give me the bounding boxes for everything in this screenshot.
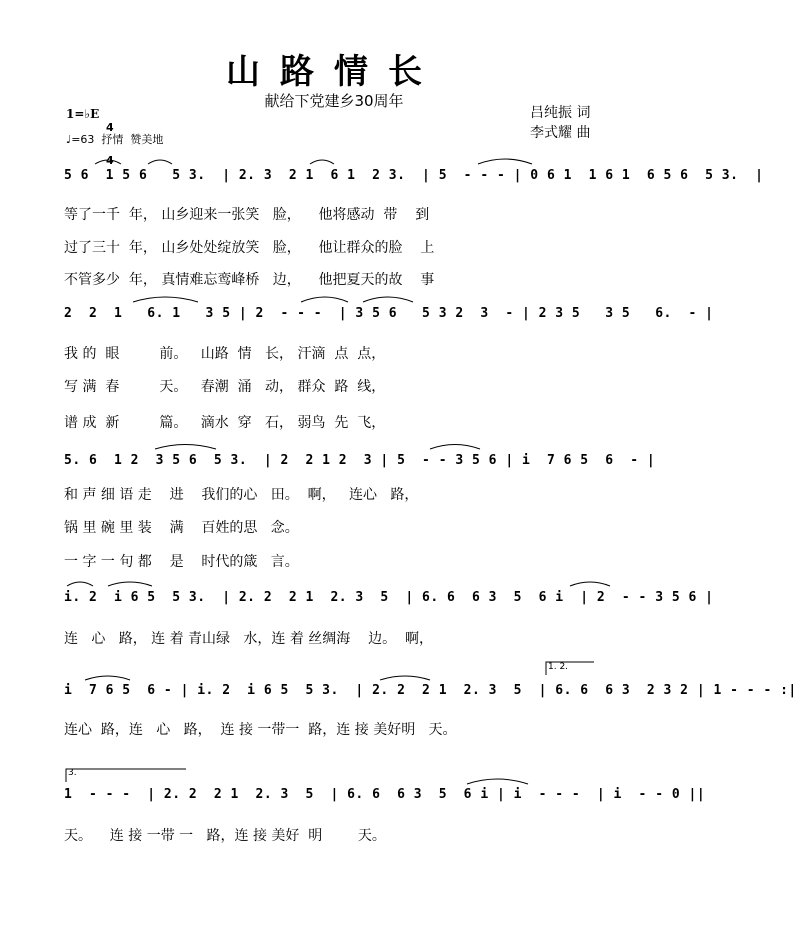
system-2-lyric-verse-1: 我 的 眼 前。 山路 情 长， 汗滴 点 点， [64,346,386,362]
system-5-notes: i 7 6 5 6 - | i. 2 i 6 5 5 3. | 2. 2 2 1 2. 3 5 | 6. 6 6 3 2 3 2 | 1 - - - :| [64,683,797,698]
tie-arc [380,676,430,680]
tie-arc [67,582,93,586]
tie-arc [133,297,198,302]
system-4-lyric: 连 心 路， 连 着 青山绿 水，连 着 丝绸海 边。 啊， [64,631,434,647]
tie-arc [155,445,216,450]
key-signature: 1=♭E [66,107,100,121]
tie-arc [363,297,413,302]
tie-arc [108,582,152,586]
system-3-lyric-verse-1: 和 声 细 语 走 进 我们的心 田。 啊， 连心 路， [64,487,419,503]
system-3-lyric-verse-3: 一 字 一 句 都 是 时代的箴 言。 [64,554,299,570]
system-4-notes: i. 2 i 6 5 5 3. | 2. 2 2 1 2. 3 5 | 6. 6 6 3 5 6 i | 2 - - 3 5 6 | [64,590,714,605]
volta-3-label: 3. [68,768,77,778]
song-title: 山路情长 [226,52,442,92]
system-5-lyric: 连心 路，连 心 路， 连 接 一带一 路，连 接 美好明 天。 [64,722,457,738]
system-1-notes: 5 6 1 5 6 5 3. | 2. 3 2 1 6 1 2 3. | 5 - - - | 0 6 1 1 6 1 6 5 6 5 3. | [64,168,764,183]
system-6-notes: 1 - - - | 2. 2 2 1 2. 3 5 | 6. 6 6 3 5 6 i | i - - - | i - - 0 || [64,787,706,802]
system-2-lyric-verse-3: 谱 成 新 篇。 滴水 穿 石， 弱鸟 先 飞， [64,415,386,431]
composer-credit: 李式耀 曲 [530,125,591,141]
volta-bracket [546,662,594,675]
tie-arc [310,160,334,164]
system-6-lyric: 天。 连 接 一带 一 路，连 接 美好 明 天。 [64,828,386,844]
system-3-lyric-verse-2: 锅 里 碗 里 装 满 百姓的思 念。 [64,520,299,536]
tie-arc [430,445,480,450]
tempo-marking: ♩=63 抒情 赞美地 [66,133,164,146]
system-3-notes: 5. 6 1 2 3 5 6 5 3. | 2 2 1 2 3 | 5 - - 3 5 6 | i 7 6 5 6 - | [64,453,656,468]
tie-arc [478,159,532,164]
system-1-lyric-verse-3: 不管多少 年， 真情难忘鸾峰桥 边， 他把夏天的故 事 [64,272,435,288]
system-1-lyric-verse-1: 等了一千 年， 山乡迎来一张笑 脸， 他将感动 带 到 [64,207,430,223]
song-subtitle: 献给下党建乡30周年 [264,92,404,110]
tie-arc [301,297,348,302]
volta-1-2-label: 1. 2. [548,662,569,672]
time-signature-denominator: 4 [106,154,114,167]
system-2-lyric-verse-2: 写 满 春 天。 春潮 涌 动， 群众 路 线， [64,379,386,395]
volta-bracket [66,769,186,782]
tie-arc [85,676,130,680]
tie-arc [570,582,610,586]
time-signature-numerator: 4 [106,121,114,134]
tie-arc [467,779,528,784]
tie-arc [148,160,172,164]
system-1-lyric-verse-2: 过了三十 年， 山乡处处绽放笑 脸， 他让群众的脸 上 [64,240,435,256]
tie-arc [95,160,121,164]
system-2-notes: 2 2 1 6. 1 3 5 | 2 - - - | 3 5 6 5 3 2 3 - | 2 3 5 3 5 6. - | [64,306,714,321]
lyricist-credit: 吕纯振 词 [530,105,591,121]
